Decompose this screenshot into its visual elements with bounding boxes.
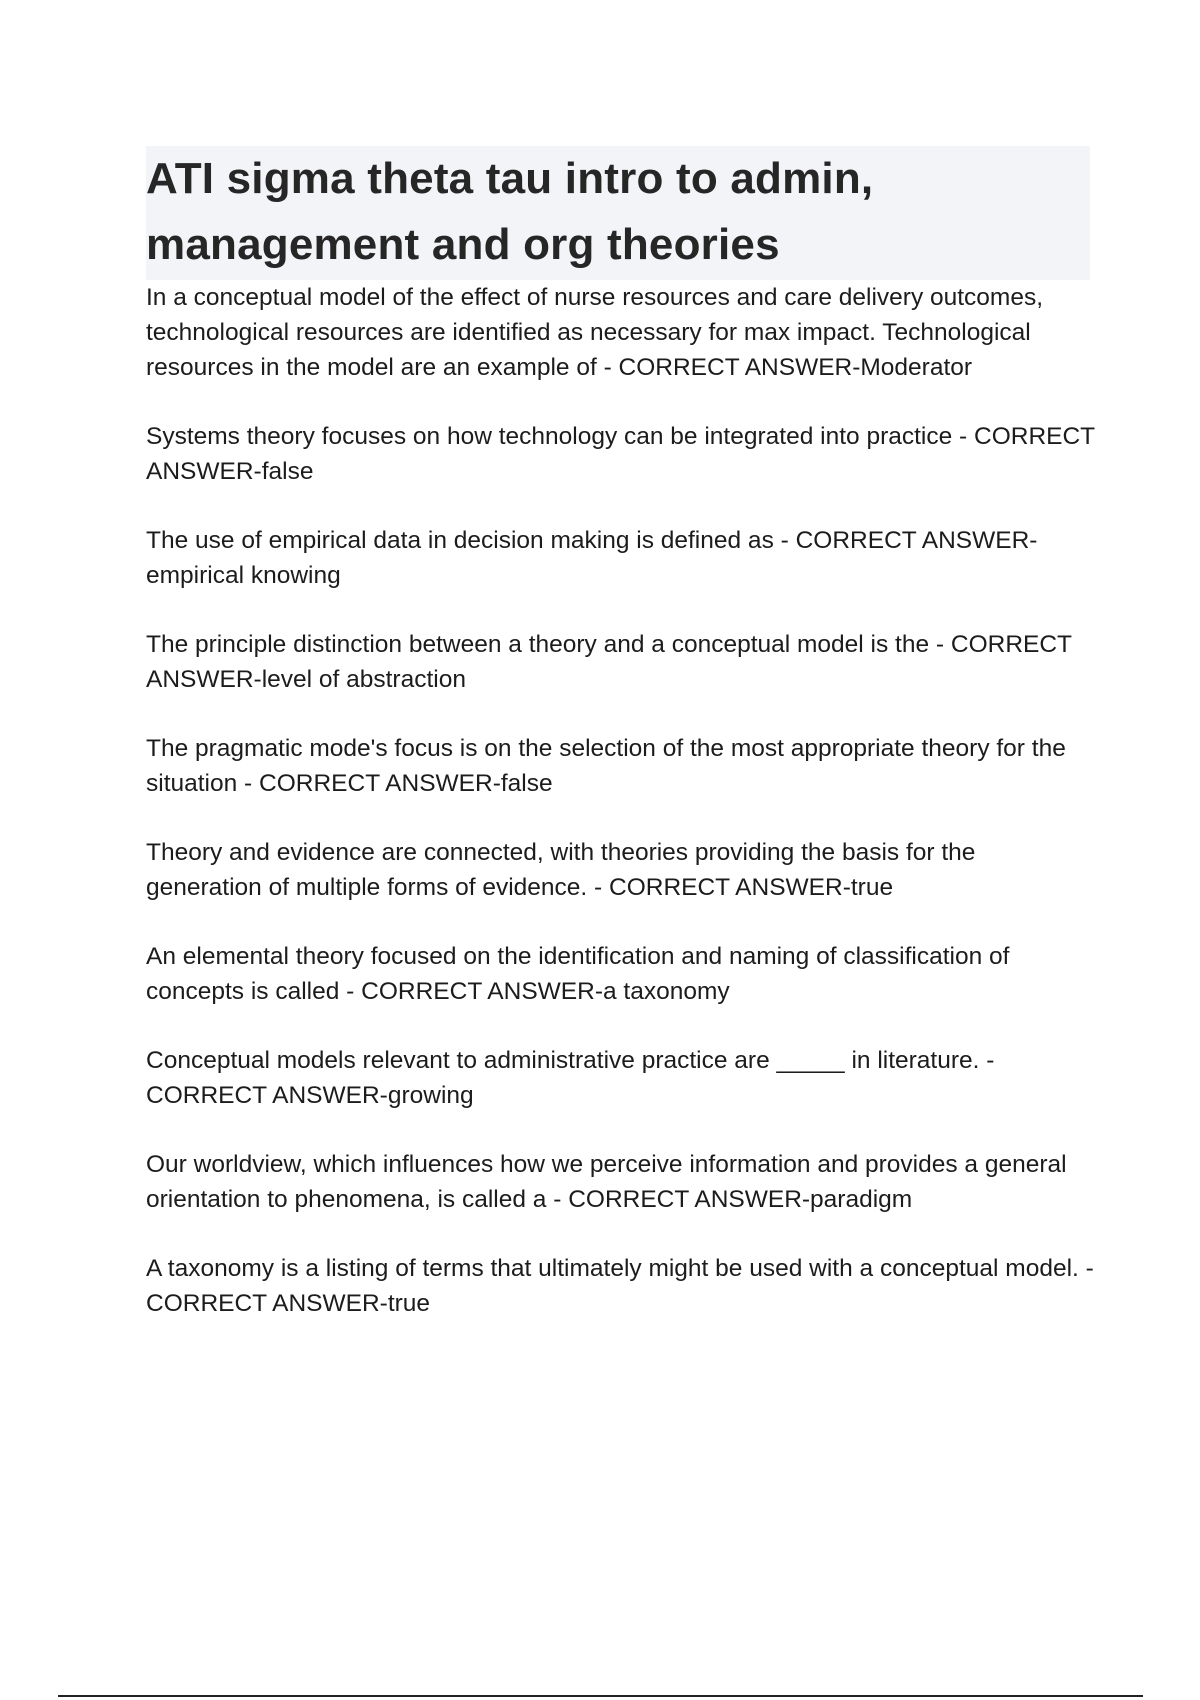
qa-item-2: Systems theory focuses on how technology can be integrated into practice - CORRECT ANSWER-false	[146, 423, 1095, 485]
document-title: ATI sigma theta tau intro to admin, management and org theories	[146, 154, 874, 269]
qa-item-8: Conceptual models relevant to administrative practice are _____ in literature. - CORRECT ANSWER-growing	[146, 1047, 995, 1109]
qa-item-3: The use of empirical data in decision making is defined as - CORRECT ANSWER-empirical knowing	[146, 527, 1038, 589]
footer-divider	[58, 1695, 1143, 1697]
qa-list	[146, 280, 1096, 1355]
qa-item-6: Theory and evidence are connected, with theories providing the basis for the generation of multiple forms of evidence. - CORRECT ANSWER-true	[146, 839, 976, 901]
title-block	[146, 146, 1090, 280]
qa-item-5: The pragmatic mode's focus is on the selection of the most appropriate theory for the situation - CORRECT ANSWER-false	[146, 735, 1066, 797]
qa-item-4: The principle distinction between a theory and a conceptual model is the - CORRECT ANSWER-level of abstraction	[146, 631, 1072, 693]
qa-item-9: Our worldview, which influences how we perceive information and provides a general orientation to phenomena, is called a - CORRECT ANSWER-paradigm	[146, 1151, 1067, 1213]
qa-item-7: An elemental theory focused on the identification and naming of classification of concepts is called - CORRECT ANSWER-a taxonomy	[146, 943, 1010, 1005]
qa-item-1: In a conceptual model of the effect of nurse resources and care delivery outcomes, technological resources are identified as necessary for max impact. Technological resources in the model are an example of - CORRECT ANSWER-Moderator	[146, 284, 1044, 381]
qa-item-10: A taxonomy is a listing of terms that ultimately might be used with a conceptual model. - CORRECT ANSWER-true	[146, 1255, 1094, 1317]
